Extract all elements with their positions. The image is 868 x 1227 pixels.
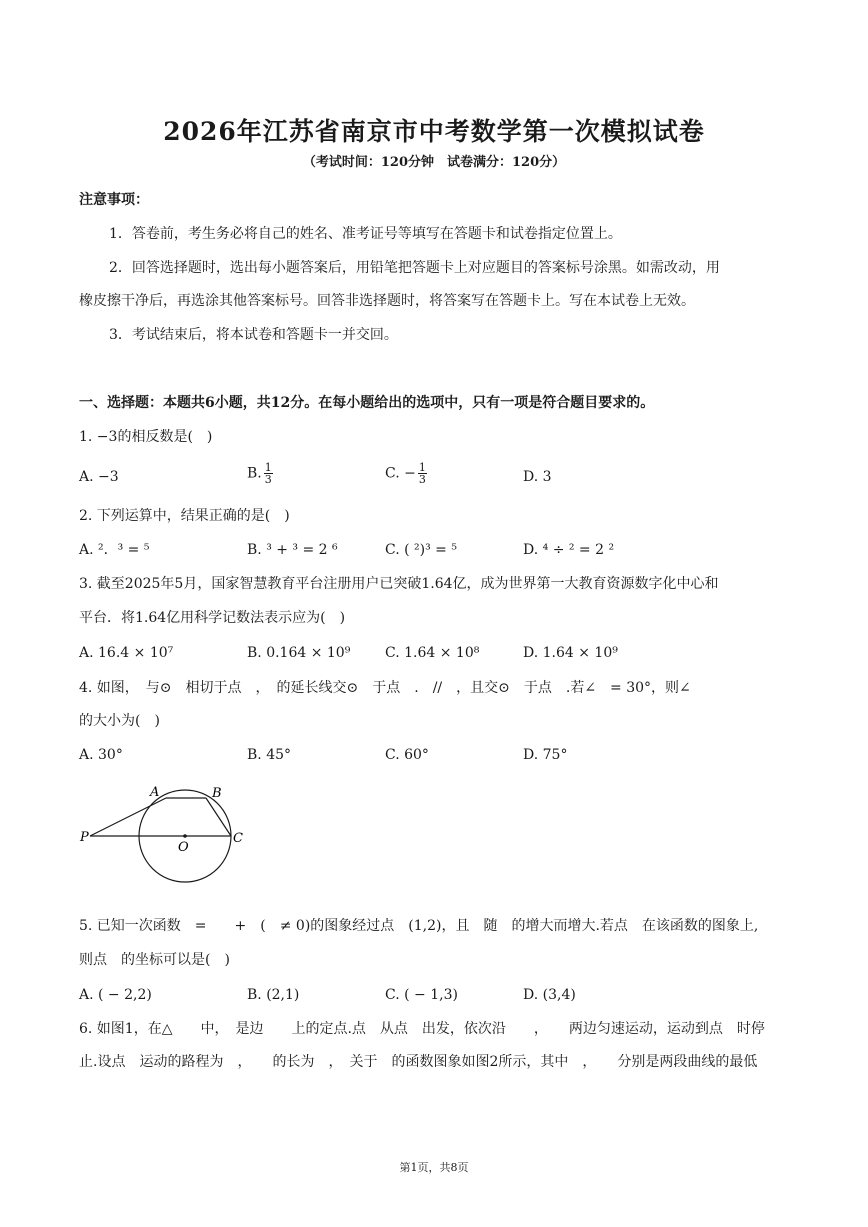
page-footer: 第1页，共8页 xyxy=(399,1161,469,1174)
question-5-line-2: 则点 的坐标可以是( ) xyxy=(79,952,230,968)
question-3-option-b: B. 0.164 × 10⁹ xyxy=(247,645,351,661)
question-2-option-a: A. ²．³ = ⁵ xyxy=(79,542,150,558)
question-4-line-1: 4. 如图， 与⊙ 相切于点 ， 的延长线交⊙ 于点 . // ，且交⊙ 于点 .若∠ = 30°，则∠ xyxy=(79,680,691,696)
label-b: B xyxy=(212,786,222,801)
question-4-option-c: C. 60° xyxy=(385,747,429,763)
question-3-option-a: A. 16.4 × 10⁷ xyxy=(79,645,174,661)
notice-item: 橡皮擦干净后，再选涂其他答案标号。回答非选择题时，将答案写在答题卡上。写在本试卷上无效。 xyxy=(79,293,695,309)
question-5-option-d: D. (3,4) xyxy=(523,987,576,1003)
question-3-option-c: C. 1.64 × 10⁸ xyxy=(385,645,480,661)
question-4-option-d: D. 75° xyxy=(523,747,568,763)
question-1-option-c xyxy=(385,462,427,485)
label-a: A xyxy=(150,785,160,800)
tangent-pa xyxy=(90,798,166,836)
question-1-option-d: D. 3 xyxy=(523,469,552,485)
fraction-denominator: 3 xyxy=(264,473,272,486)
question-2-option-c: C. ( ²)³ = ⁵ xyxy=(385,542,457,558)
section-heading xyxy=(79,393,654,413)
label-p: P xyxy=(80,830,89,845)
fraction-numerator: 1 xyxy=(264,461,272,474)
question-4-option-a: A. 30° xyxy=(79,747,123,763)
question-1-option-b xyxy=(247,462,273,485)
label-o: O xyxy=(178,840,189,855)
fraction xyxy=(264,462,273,485)
question-5-option-a: A. ( − 2,2) xyxy=(79,987,152,1003)
fraction xyxy=(418,462,427,485)
question-5-line-1: 5. 已知一次函数 = + ( ≠ 0)的图象经过点 (1,2)，且 随 的增大而增大.若点 在该函数的图象上, xyxy=(79,918,759,934)
question-6-line-2: 止.设点 运动的路程为 ， 的长为 ， 关于 的函数图象如图2所示，其中 ， 分别是两段曲线的最低 xyxy=(79,1054,758,1070)
question-4-option-b: B. 45° xyxy=(247,747,292,763)
notice-heading: 注意事项： xyxy=(79,192,149,208)
question-3-option-d: D. 1.64 × 10⁹ xyxy=(523,645,618,661)
question-5-option-c: C. ( − 1,3) xyxy=(385,987,458,1003)
question-3-line-2: 平台．将1.64亿用科学记数法表示应为( ) xyxy=(79,610,346,626)
question-6-line-1: 6. 如图1，在△ 中， 是边 上的定点.点 从点 出发，依次沿 ， 两边匀速运动，运动到点 时停 xyxy=(79,1021,765,1037)
question-2-stem: 2. 下列运算中，结果正确的是( ) xyxy=(79,508,290,524)
question-4-line-2: 的大小为( ) xyxy=(79,713,160,729)
question-3-line-1: 3. 截至2025年5月，国家智慧教育平台注册用户已突破1.64亿，成为世界第一大教育资源数字化中心和 xyxy=(79,576,719,592)
page-subtitle: （考试时间：120分钟 试卷满分：120分） xyxy=(302,155,566,170)
question-4-figure xyxy=(78,780,248,890)
label-c: C xyxy=(233,831,243,846)
question-2-option-b: B. ³ + ³ = 2 ⁶ xyxy=(247,542,338,558)
fraction-denominator: 3 xyxy=(418,473,426,486)
notice-item: 1．答卷前，考生务必将自己的姓名、准考证号等填写在答题卡和试卷指定位置上。 xyxy=(109,226,622,242)
fraction-numerator: 1 xyxy=(418,461,426,474)
question-1-stem: 1. −3的相反数是( ) xyxy=(79,429,213,445)
notice-item: 2．回答选择题时，选出每小题答案后，用铅笔把答题卡上对应题目的答案标号涂黑。如需改动，用 xyxy=(109,260,720,276)
question-2-option-d: D. ⁴ ÷ ² = 2 ² xyxy=(523,542,615,558)
page-title: 2026年江苏省南京市中考数学第一次模拟试卷 xyxy=(163,117,705,146)
option-b-prefix: B. xyxy=(247,465,262,482)
notice-item: 3．考试结束后，将本试卷和答题卡一并交回。 xyxy=(109,327,398,343)
question-1-option-a: A. −3 xyxy=(79,469,119,485)
section-heading-text: 一、选择题：本题共6小题，共12分。在每小题给出的选项中，只有一项是符合题目要求的。 xyxy=(79,395,655,411)
question-5-option-b: B. (2,1) xyxy=(247,987,300,1003)
center-point xyxy=(183,834,187,838)
option-c-prefix: C. − xyxy=(385,465,416,482)
